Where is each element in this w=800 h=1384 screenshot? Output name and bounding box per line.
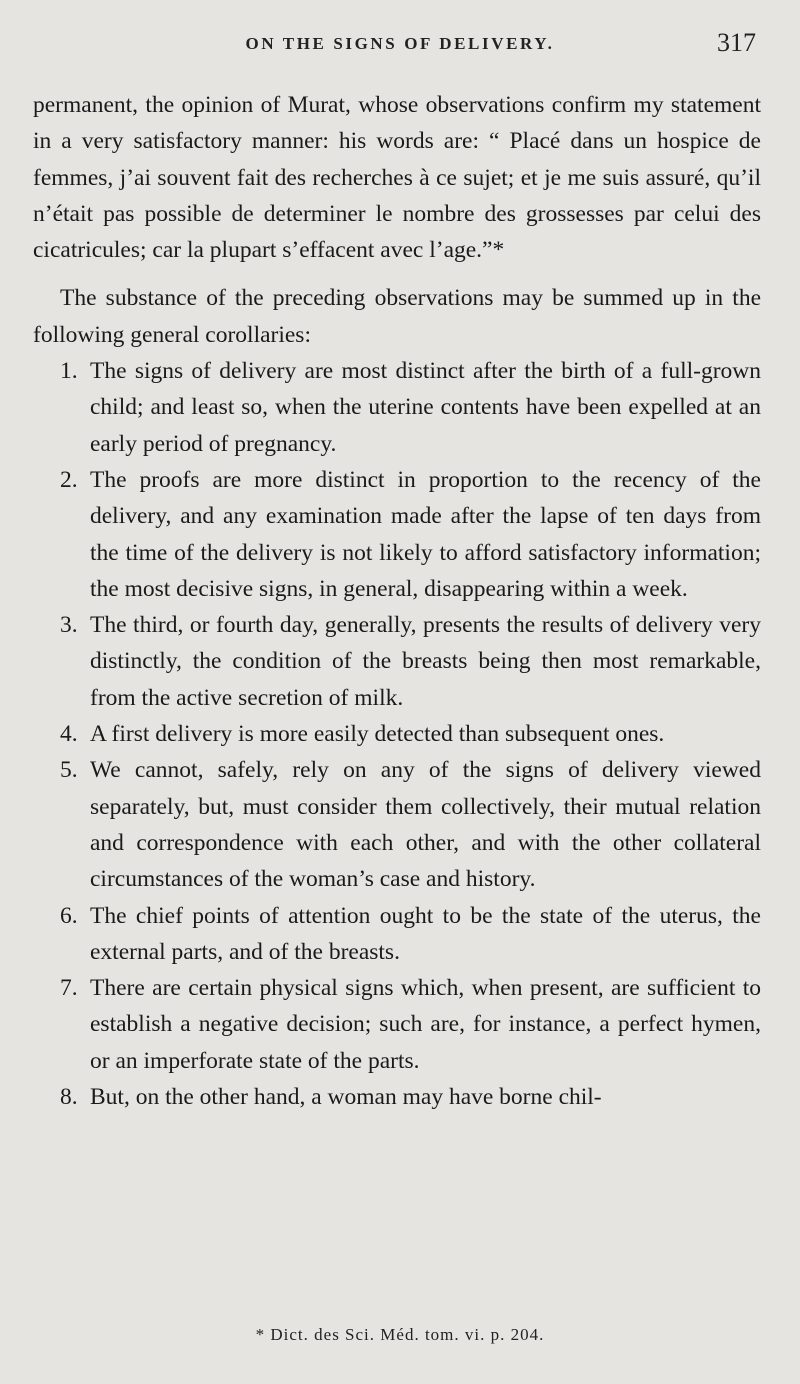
corollary-number: 6.: [60, 902, 78, 929]
corollary-text: There are certain physical signs which, when present, are sufficient to establish a negative decision; such are, for instance, a perfect hymen, or an imperforate state of the parts.: [90, 975, 761, 1074]
list-item: [33, 353, 761, 462]
corollary-text: The third, or fourth day, generally, presents the results of delivery very distinctly, the condition of the breasts being then most remarkable, from the active secretion of milk.: [90, 612, 761, 711]
list-item: [33, 462, 761, 607]
page-number: 317: [717, 28, 756, 57]
list-item: [33, 607, 761, 716]
corollary-text: The proofs are more distinct in proportion to the recency of the delivery, and any examination made after the lapse of ten days from the time of the delivery is not likely to afford satisfactory information; the most decisive signs, in general, disappearing within a week.: [90, 466, 761, 602]
corollary-text: A first delivery is more easily detected than subsequent ones.: [90, 721, 665, 748]
list-item: [33, 752, 761, 897]
corollary-number: 2.: [60, 466, 78, 493]
corollaries-list: [33, 353, 761, 1115]
list-item: [33, 716, 761, 752]
list-item: [33, 970, 761, 1079]
corollary-number: 8.: [60, 1084, 78, 1111]
list-item: [33, 1079, 761, 1115]
footnote: * Dict. des Sci. Méd. tom. vi. p. 204.: [255, 1325, 545, 1344]
corollary-number: 7.: [60, 975, 78, 1002]
corollary-number: 3.: [60, 612, 78, 639]
corollary-number: 1.: [60, 358, 78, 385]
paragraph-corollaries-intro: The substance of the preceding observations may be summed up in the following general corollaries:: [33, 285, 761, 348]
corollary-text: But, on the other hand, a woman may have borne chil-: [90, 1084, 602, 1111]
page-header: [0, 28, 800, 64]
corollary-number: 4.: [60, 721, 78, 748]
corollary-text: The signs of delivery are most distinct after the birth of a full-grown child; and least so, when the uterine contents have been expelled at an early period of pregnancy.: [90, 358, 761, 457]
corollary-text: We cannot, safely, rely on any of the signs of delivery viewed separately, but, must consider them collectively, their mutual relation and correspondence with each other, and with the other collateral circumstances of the woman’s case and history.: [90, 757, 761, 893]
list-item: [33, 898, 761, 971]
paragraph-murat-quote: permanent, the opinion of Murat, whose observations confirm my statement in a very satisfactory manner: his words are: “ Placé dans un hospice de femmes, j’ai souvent fait des recherches à ce sujet; et je me suis assuré, qu’il n’était pas possible de determiner le nombre des grossesses par celui des cicatricules; car la plupart s’effacent avec l’age.”*: [33, 92, 761, 264]
corollary-text: The chief points of attention ought to be the state of the uterus, the external parts, and of the breasts.: [90, 902, 761, 965]
running-head: ON THE SIGNS OF DELIVERY.: [245, 34, 555, 53]
body-text: [33, 87, 761, 1115]
corollary-number: 5.: [60, 757, 78, 784]
